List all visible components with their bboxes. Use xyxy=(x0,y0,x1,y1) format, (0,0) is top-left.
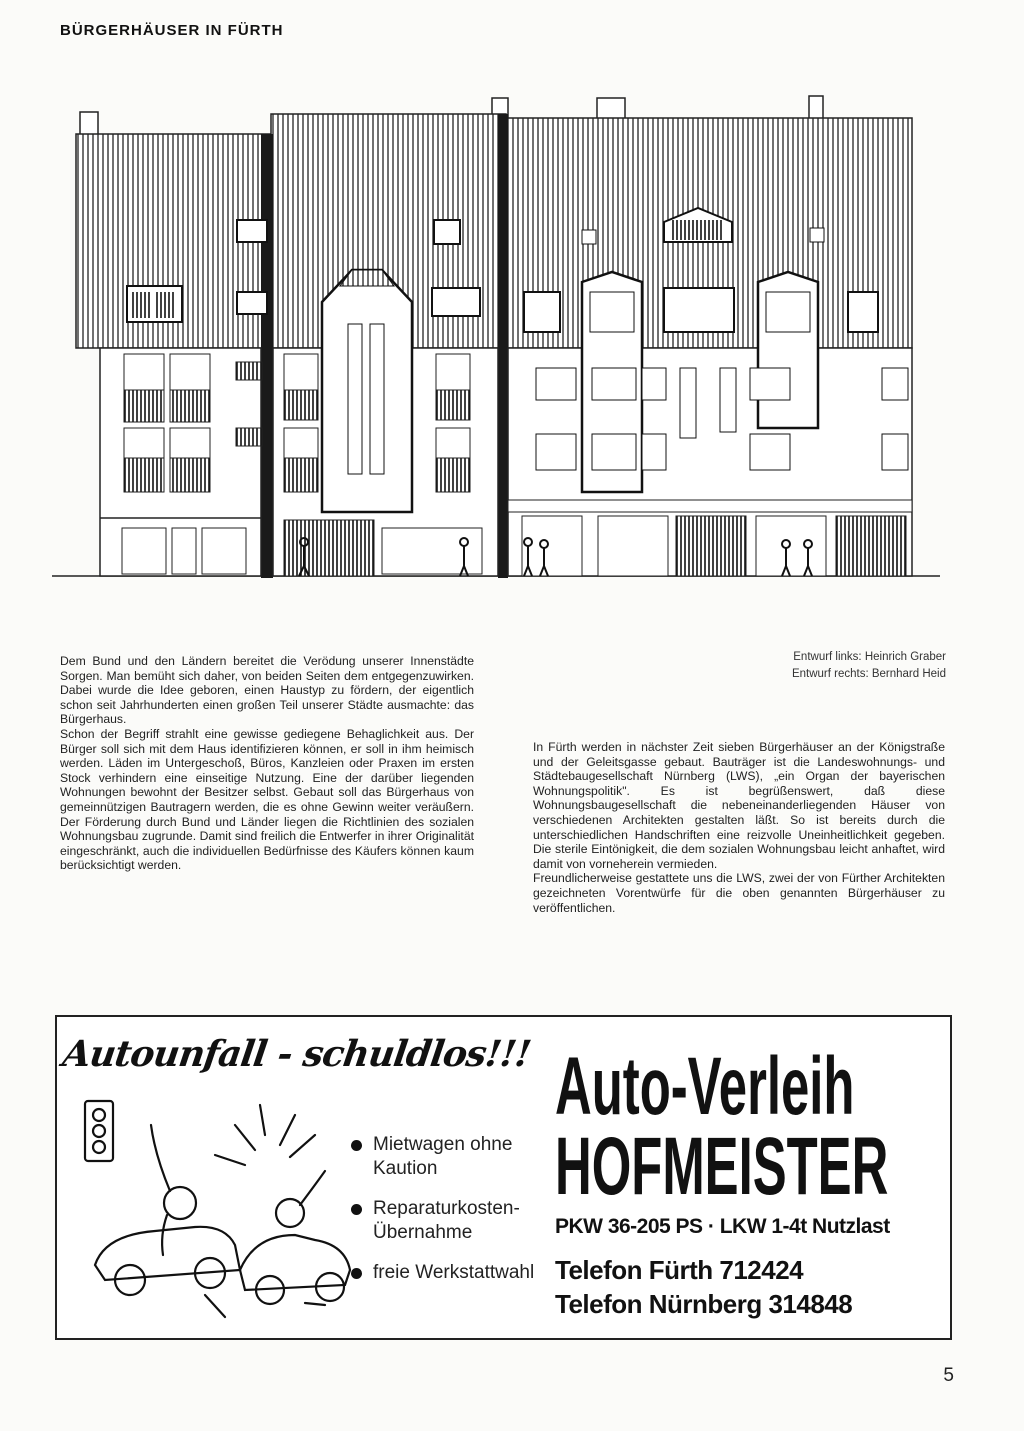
brand-line-1: Auto-Verleih xyxy=(555,1041,855,1132)
ad-company-block xyxy=(555,1041,935,1321)
benefit-item: freie Werkstattwahl xyxy=(347,1261,547,1285)
phone-furth: Telefon Fürth 712424 xyxy=(555,1255,804,1285)
benefit-item: Mietwagen ohne Kaution xyxy=(347,1133,547,1181)
vehicle-info: PKW 36-205 PS · LKW 1-4t Nutzlast xyxy=(555,1215,890,1238)
ad-slogan: Autounfall - schuldlos!!! xyxy=(60,1033,533,1075)
article-left-column xyxy=(60,654,474,873)
article-paragraph: Freundlicherweise gestattete uns die LWS, zwei der von Fürther Architekten gezeichneten Vorentwürfe für die oben genannten Bürgerhäuser zu veröffentlichen. xyxy=(533,871,945,915)
bullet-icon xyxy=(351,1268,362,1279)
credit-right: Entwurf rechts: Bernhard Heid xyxy=(791,668,946,680)
article-paragraph: Schon der Begriff strahlt eine gewisse gediegene Behaglichkeit aus. Der Bürger soll sich mit dem Haus identifizieren können, er soll in ihm heimisch werden. Läden im Untergeschoß, Büros, Kanzleien oder Praxen im ersten Stock verhindern eine einseitige Nutzung. Eine der darüber liegenden Wohnungen bewohnt der Besitzer selbst. Gebaut soll das Bürgerhaus von gemeinnützigen Bautragern werden, die es ohne Gewinn weiter veräußern. Der Förderung durch Bund und Länder liegen die Richtlinien des sozialen Wohnungsbau zugrunde. Damit sind freilich die Entwerfer in ihrer Originalität eingeschränkt, auch die individuellen Bedürfnisse des Käufers können kaum berücksichtigt werden. xyxy=(60,726,474,873)
article-paragraph: In Fürth werden in nächster Zeit sieben Bürgerhäuser an der Königstraße und der Geleitsgasse gebaut. Bauträger ist die Landeswohnungs- und Städtebaugesellschaft Nürnberg (LWS), „ein Organ der bayerischen Wohnungspolitik". Es ist begrüßenswert, daß diese Wohnungsbaugesellschaft die nebeneinanderliegenden Häuser von verschiedenen Architekten gestalten läßt. So ist bereits durch die unterschiedlichen Handschriften eine reizvolle Uneinheitlichkeit gegeben. Die sterile Eintönigkeit, die dem sozialen Wohnungsbau leicht anhaftet, wird damit von vorneherein vermieden. xyxy=(533,740,945,871)
article-paragraph: Dem Bund und den Ländern bereitet die Verödung unserer Innenstädte Sorgen. Man bemüht sich daher, von beiden Seiten dem entgegenzuwirken. Dabei wurde die Idee geboren, einen Haustyp zu fördern, der eigentlich schon seit Jahrhunderten einen großen Teil unserer Städte ausmachte: das Bürgerhaus. xyxy=(60,654,474,727)
phone-nuernberg: Telefon Nürnberg 314848 xyxy=(555,1289,853,1319)
credit-left: Entwurf links: Heinrich Graber xyxy=(793,651,946,663)
facade-illustration xyxy=(52,92,940,592)
benefit-item: Reparaturkosten-Übernahme xyxy=(347,1197,547,1245)
accident-cartoon-icon xyxy=(75,1095,375,1327)
page-header: BÜRGERHÄUSER IN FÜRTH xyxy=(60,22,284,39)
advertisement-box xyxy=(55,1015,952,1340)
brand-line-2: HOFMEISTER xyxy=(555,1121,889,1212)
article-right-column xyxy=(533,740,945,915)
bullet-icon xyxy=(351,1204,362,1215)
bullet-icon xyxy=(351,1140,362,1151)
architect-credits xyxy=(646,649,946,683)
phone-list xyxy=(555,1253,935,1321)
ad-benefits-list xyxy=(347,1133,547,1301)
page-number: 5 xyxy=(943,1365,954,1386)
